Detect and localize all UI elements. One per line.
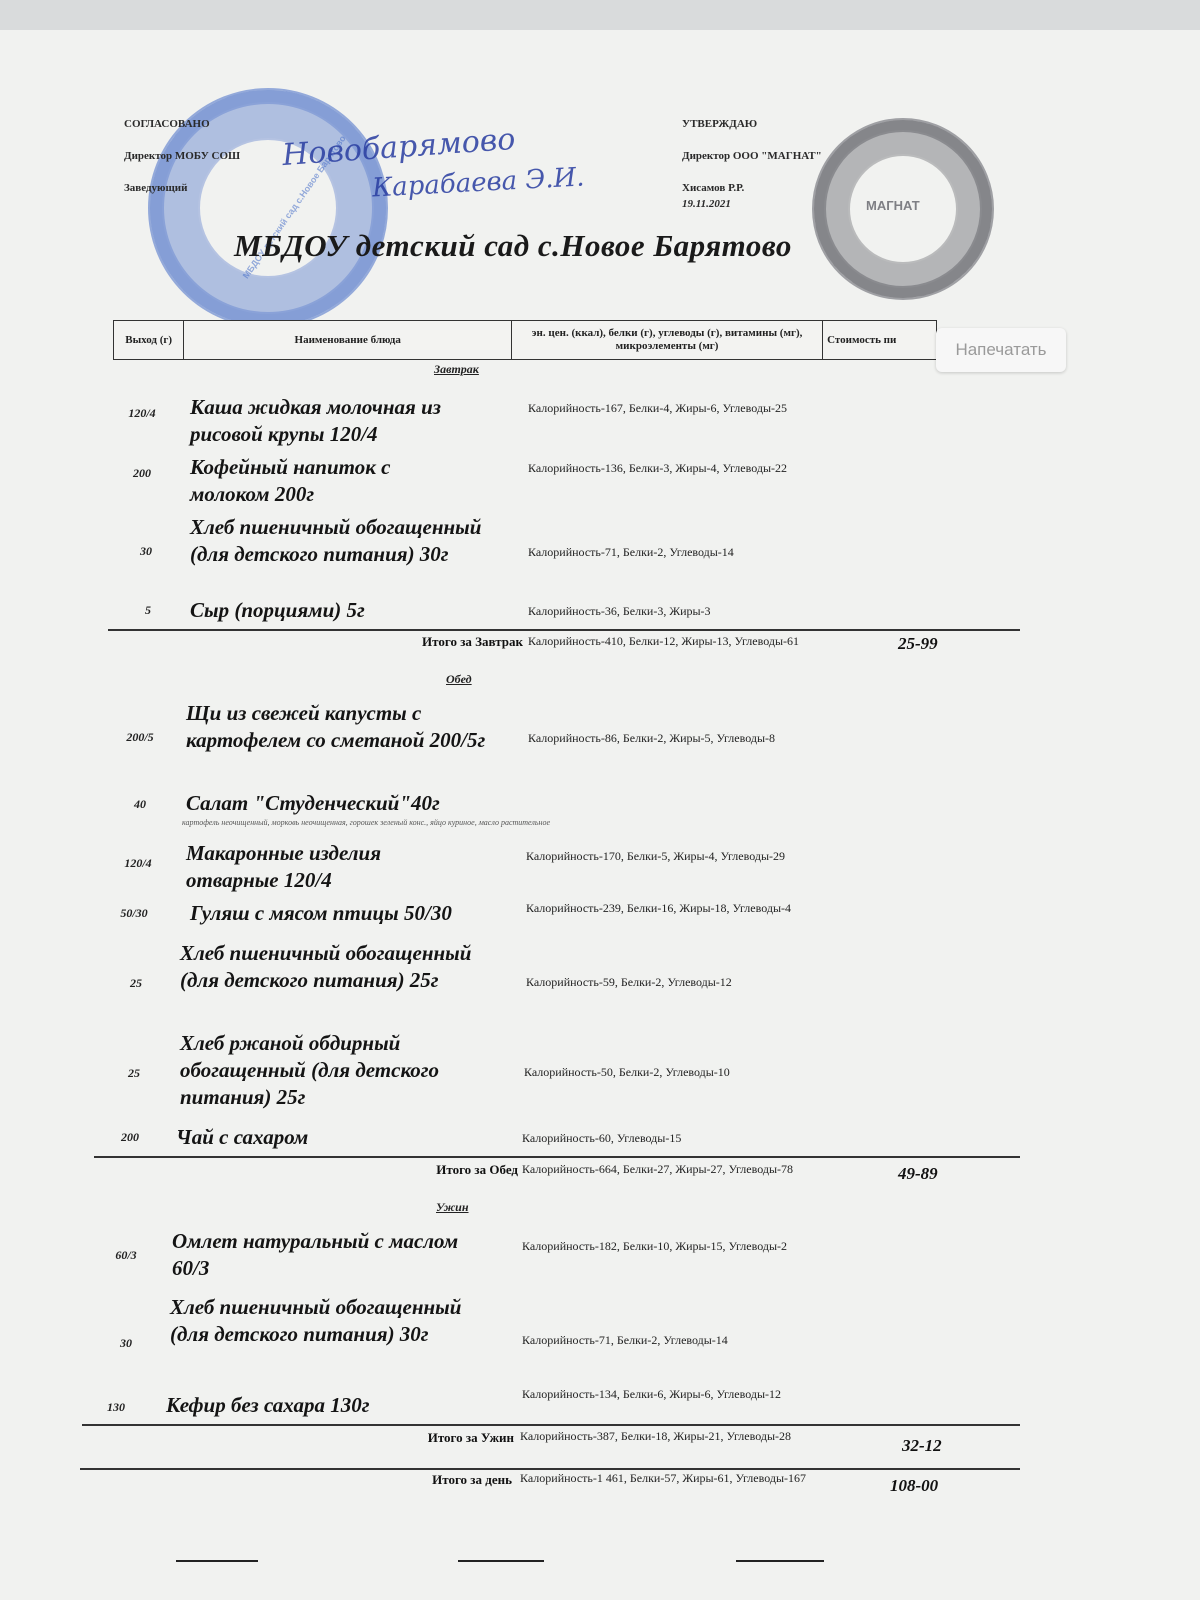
total-divider [108, 629, 1020, 631]
row-dish: Гуляш с мясом птицы 50/30 [190, 901, 452, 925]
col-header-output: Выход (г) [114, 321, 184, 359]
approval-right-name: Хисамов Р.Р. [682, 182, 745, 194]
row-dish: Кефир без сахара 130г [166, 1393, 370, 1417]
approval-date: 19.11.2021 [682, 198, 731, 210]
row-nutrition: Калорийность-36, Белки-3, Жиры-3 [528, 604, 711, 618]
row-output: 130 [107, 1400, 125, 1414]
row-nutrition: Калорийность-170, Белки-5, Жиры-4, Углеводы-29 [526, 849, 786, 863]
row-nutrition: Калорийность-71, Белки-2, Углеводы-14 [528, 545, 734, 559]
row-output: 200 [133, 466, 151, 480]
row-output: 5 [145, 603, 151, 617]
row-nutrition: Калорийность-50, Белки-2, Углеводы-10 [524, 1065, 730, 1079]
row-output: 30 [120, 1336, 132, 1350]
row-nutrition: Калорийность-59, Белки-2, Углеводы-12 [526, 975, 732, 989]
row-nutrition: Калорийность-182, Белки-10, Жиры-15, Углеводы-2 [522, 1239, 788, 1253]
row-dish: Каша жидкая молочная из рисовой крупы 120/4 [190, 395, 441, 446]
section-breakfast: Завтрак [434, 362, 479, 376]
col-header-dish: Наименование блюда [184, 321, 512, 359]
row-dish: Сыр (порциями) 5г [190, 598, 365, 622]
col-header-cost: Стоимость пи [827, 333, 897, 346]
round-stamp-grey [812, 118, 994, 300]
dinner-total-cost: 32-12 [902, 1436, 942, 1455]
day-total-label: Итого за день [432, 1472, 512, 1487]
row-output: 50/30 [120, 906, 148, 920]
handwritten-signature: Карабаева Э.И. [371, 162, 586, 204]
stamp-text: МАГНАТ [866, 198, 920, 213]
approval-left-title: СОГЛАСОВАНО [124, 118, 210, 130]
row-dish: Хлеб пшеничный обогащенный (для детского питания) 25г [180, 941, 472, 992]
page-title: МБДОУ детский сад с.Новое Барятово [234, 228, 792, 263]
signature-line [736, 1560, 824, 1562]
row-dish: Макаронные изделия отварные 120/4 [186, 841, 382, 892]
breakfast-total-label: Итого за Завтрак [422, 634, 523, 649]
row-dish: Омлет натуральный с маслом 60/3 [172, 1229, 459, 1280]
row-output: 30 [140, 544, 152, 558]
row-dish: Хлеб ржаной обдирный обогащенный (для детского питания) 25г [180, 1031, 440, 1109]
section-lunch: Обед [446, 672, 472, 686]
signature-line [176, 1560, 258, 1562]
row-output: 60/3 [115, 1248, 137, 1262]
row-output: 25 [128, 1066, 140, 1080]
total-divider [82, 1424, 1020, 1426]
row-nutrition: Калорийность-71, Белки-2, Углеводы-14 [522, 1333, 728, 1347]
print-button[interactable]: Напечатать [936, 328, 1066, 372]
col-header-nutrition: эн. цен. (ккал), белки (г), углеводы (г), витамины (мг), микроэлементы (мг) [512, 321, 823, 359]
lunch-total-cost: 49-89 [898, 1164, 938, 1183]
dinner-total-label: Итого за Ужин [427, 1430, 514, 1445]
row-nutrition: Калорийность-167, Белки-4, Жиры-6, Углеводы-25 [528, 401, 788, 415]
day-total-cost: 108-00 [890, 1476, 939, 1495]
total-divider [94, 1156, 1020, 1158]
approval-right-position: Директор ООО "МАГНАТ" [682, 150, 822, 162]
dinner-total-nutrition: Калорийность-387, Белки-18, Жиры-21, Углеводы-28 [520, 1429, 792, 1443]
row-dish: Салат "Студенческий"40г [186, 791, 440, 815]
row-nutrition: Калорийность-60, Углеводы-15 [522, 1131, 682, 1145]
row-output: 120/4 [124, 856, 152, 870]
menu-table-header [113, 320, 937, 360]
breakfast-total-nutrition: Калорийность-410, Белки-12, Жиры-13, Углеводы-61 [528, 634, 800, 648]
row-nutrition: Калорийность-86, Белки-2, Жиры-5, Углеводы-8 [528, 731, 776, 745]
stamp-text: МБДОУ детский сад с.Новое Барятово [240, 133, 348, 281]
approval-left-position-2: Заведующий [124, 182, 188, 194]
row-output: 25 [130, 976, 142, 990]
day-total-nutrition: Калорийность-1 461, Белки-57, Жиры-61, Углеводы-167 [520, 1471, 807, 1485]
handwritten-signature: Новобарямово [281, 121, 517, 174]
signature-line [458, 1560, 544, 1562]
row-nutrition: Калорийность-239, Белки-16, Жиры-18, Углеводы-4 [526, 901, 792, 915]
row-dish: Чай с сахаром [176, 1125, 309, 1149]
row-output: 200/5 [126, 730, 154, 744]
row-output: 40 [134, 797, 146, 811]
row-dish: Хлеб пшеничный обогащенный (для детского питания) 30г [170, 1295, 462, 1346]
lunch-total-label: Итого за Обед [436, 1162, 518, 1177]
row-dish: Кофейный напиток с молоком 200г [190, 455, 391, 506]
approval-right-title: УТВЕРЖДАЮ [682, 118, 758, 130]
approval-left-position: Директор МОБУ СОШ [124, 150, 241, 162]
row-ingredients-note: картофель неочищенный, морковь неочищенная, горошек зеленый конс., яйцо куриное, масло растительное [182, 818, 551, 827]
breakfast-total-cost: 25-99 [898, 634, 938, 653]
row-output: 200 [121, 1130, 139, 1144]
row-nutrition: Калорийность-136, Белки-3, Жиры-4, Углеводы-22 [528, 461, 788, 475]
row-dish: Хлеб пшеничный обогащенный (для детского питания) 30г [190, 515, 482, 566]
section-dinner: Ужин [436, 1200, 469, 1214]
row-dish: Щи из свежей капусты с картофелем со сметаной 200/5г [186, 701, 486, 752]
lunch-total-nutrition: Калорийность-664, Белки-27, Жиры-27, Углеводы-78 [522, 1162, 794, 1176]
row-output: 120/4 [128, 406, 156, 420]
row-nutrition: Калорийность-134, Белки-6, Жиры-6, Углеводы-12 [522, 1387, 782, 1401]
